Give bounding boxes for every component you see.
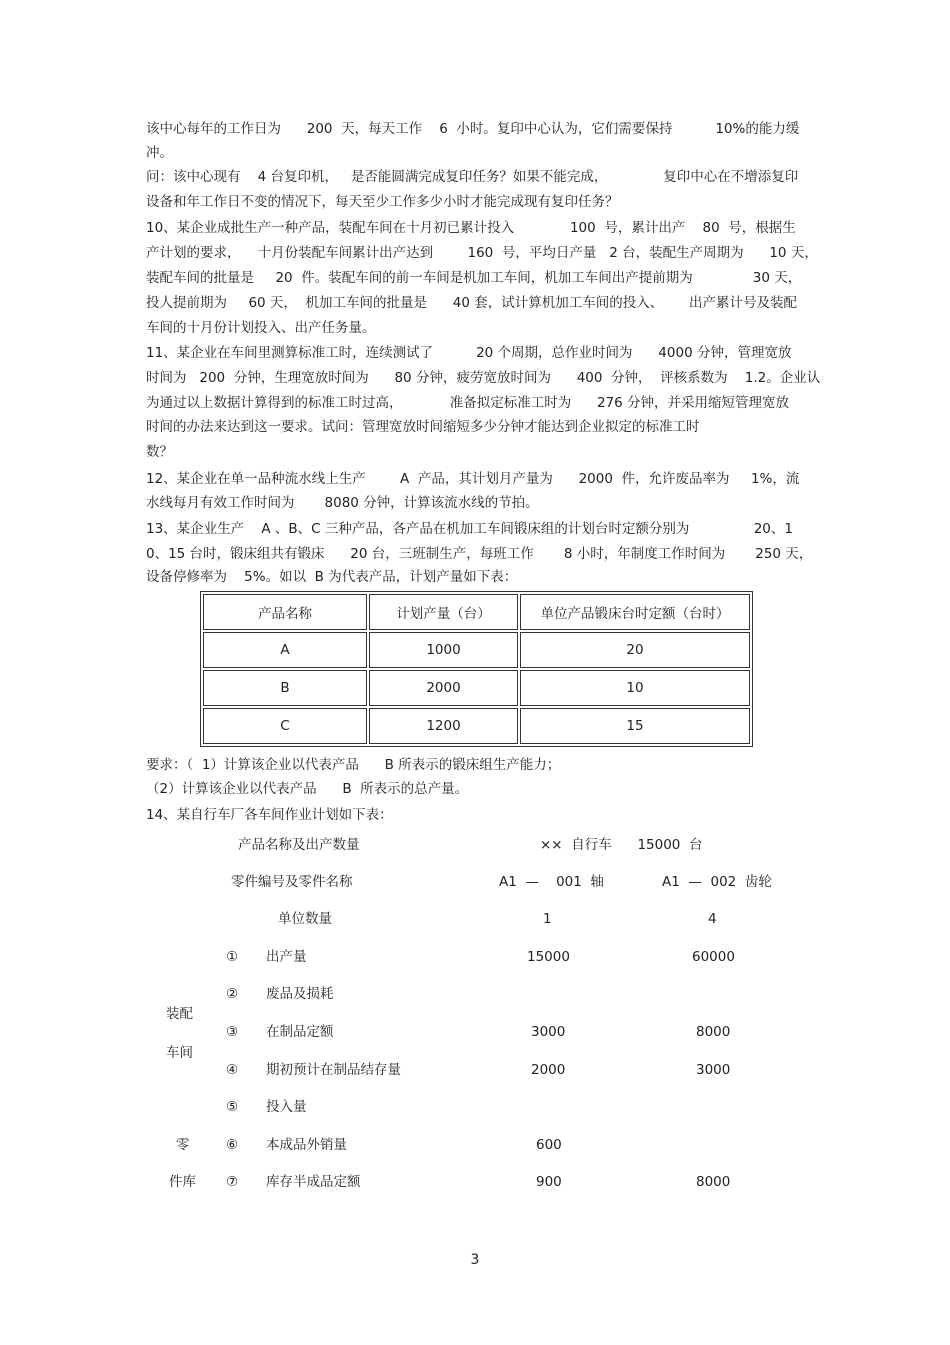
- row-value-2: 8000: [696, 1024, 731, 1040]
- table-cell: 2000: [369, 670, 518, 706]
- row-number: ①: [226, 949, 239, 965]
- text-line: （2）计算该企业以代表产品 B 所表示的总产量。: [146, 781, 469, 797]
- table-row: [203, 708, 750, 744]
- product-value: ×× 自行车 15000 台: [540, 837, 703, 853]
- text-line: 冲。: [146, 145, 173, 161]
- row-label: 库存半成品定额: [266, 1174, 361, 1190]
- part-1: A1 — 001 轴: [499, 874, 604, 890]
- text-line: 投人提前期为 60 天， 机加工车间的批量是 40 套，试计算机加工车间的投入、 出产累计号及装配: [146, 295, 797, 311]
- row-value-1: 15000: [527, 949, 570, 965]
- row-value-2: 3000: [696, 1062, 731, 1078]
- text-line: 13、某企业生产 A 、B、C 三种产品，各产品在机加工车间锻床组的计划台时定额分别为 20、1: [146, 521, 793, 537]
- row-value-2: 8000: [696, 1174, 731, 1190]
- table-header-row: [203, 594, 750, 630]
- unit-2: 4: [708, 911, 717, 927]
- group-label: 零: [176, 1137, 190, 1153]
- text-line: 为通过以上数据计算得到的标准工时过高， 准备拟定标准工时为 276 分钟，并采用缩短管理宽放: [146, 395, 790, 411]
- table-cell: C: [203, 708, 367, 744]
- page-number: 3: [470, 1252, 480, 1268]
- table-cell: 1000: [369, 632, 518, 668]
- text-line: 设备和年工作日不变的情况下，每天至少工作多少小时才能完成现有复印任务？: [146, 194, 619, 210]
- table-header-cell: 单位产品锻床台时定额（台时）: [520, 594, 750, 630]
- table-cell: 20: [520, 632, 750, 668]
- table-cell: 10: [520, 670, 750, 706]
- row-label: 出产量: [266, 949, 307, 965]
- table-cell: 15: [520, 708, 750, 744]
- row-number: ⑦: [226, 1174, 239, 1190]
- text-line: 问：该中心现有 4 台复印机， 是否能圆满完成复印任务？如果不能完成， 复印中心在不增添复印: [146, 169, 799, 185]
- text-line: 设备停修率为 5%。如以 B 为代表产品，计划产量如下表：: [146, 569, 518, 585]
- row-label: 投入量: [266, 1099, 307, 1115]
- row-value-1: 900: [536, 1174, 562, 1190]
- row-label: 本成品外销量: [266, 1137, 347, 1153]
- text-line: 14、某自行车厂各车间作业计划如下表：: [146, 807, 393, 823]
- table-row: [203, 632, 750, 668]
- text-line: 0、15 台时，锻床组共有锻床 20 台，三班制生产，每班工作 8 小时，年制度工作时间为 250 天，: [146, 546, 813, 562]
- text-line: 该中心每年的工作日为 200 天，每天工作 6 小时。复印中心认为，它们需要保持 10%的能力缓: [146, 121, 800, 137]
- product-label: 产品名称及出产数量: [238, 837, 360, 853]
- text-line: 10、某企业成批生产一种产品，装配车间在十月初已累计投入 100 号，累计出产 80 号，根据生: [146, 220, 796, 236]
- row-label: 在制品定额: [266, 1024, 334, 1040]
- text-line: 要求：（ 1）计算该企业以代表产品 B 所表示的锻床组生产能力；: [146, 757, 561, 773]
- table-cell: B: [203, 670, 367, 706]
- part-label: 零件编号及零件名称: [231, 874, 353, 890]
- table-header-cell: 计划产量（台）: [369, 594, 518, 630]
- row-value-2: 60000: [692, 949, 735, 965]
- table-row: [203, 670, 750, 706]
- text-line: 时间的办法来达到这一要求。试问：管理宽放时间缩短多少分钟才能达到企业拟定的标准工时: [146, 419, 700, 435]
- unit-1: 1: [543, 911, 552, 927]
- row-number: ⑤: [226, 1099, 239, 1115]
- group-label: 装配: [166, 1006, 193, 1022]
- text-line: 12、某企业在单一品种流水线上生产 A 产品，其计划月产量为 2000 件，允许废品率为 1%，流: [146, 471, 800, 487]
- table-header-cell: 产品名称: [203, 594, 367, 630]
- unit-label: 单位数量: [278, 911, 332, 927]
- group-label: 件库: [169, 1174, 196, 1190]
- text-line: 数？: [146, 444, 173, 460]
- text-line: 11、某企业在车间里测算标准工时，连续测试了 20 个周期，总作业时间为 4000 分钟，管理宽放: [146, 345, 792, 361]
- text-line: 装配车间的批量是 20 件。装配车间的前一车间是机加工车间，机加工车间出产提前期为 30 天，: [146, 270, 802, 286]
- part-2: A1 — 002 齿轮: [662, 874, 772, 890]
- row-value-1: 2000: [531, 1062, 566, 1078]
- row-number: ③: [226, 1024, 239, 1040]
- row-number: ⑥: [226, 1137, 239, 1153]
- row-label: 期初预计在制品结存量: [266, 1062, 401, 1078]
- product-table: [200, 591, 753, 747]
- text-line: 车间的十月份计划投入、出产任务量。: [146, 320, 376, 336]
- table-cell: A: [203, 632, 367, 668]
- text-line: 产计划的要求， 十月份装配车间累计出产达到 160 号，平均日产量 2 台，装配生产周期为 10 天，: [146, 245, 818, 261]
- row-value-1: 600: [536, 1137, 562, 1153]
- row-label: 废品及损耗: [266, 986, 334, 1002]
- row-value-1: 3000: [531, 1024, 566, 1040]
- table-cell: 1200: [369, 708, 518, 744]
- text-line: 时间为 200 分钟，生理宽放时间为 80 分钟，疲劳宽放时间为 400 分钟， 评核系数为 1.2。企业认: [146, 370, 821, 386]
- row-number: ②: [226, 986, 239, 1002]
- text-line: 水线每月有效工作时间为 8080 分钟，计算该流水线的节拍。: [146, 495, 539, 511]
- row-number: ④: [226, 1062, 239, 1078]
- group-label: 车间: [166, 1045, 193, 1061]
